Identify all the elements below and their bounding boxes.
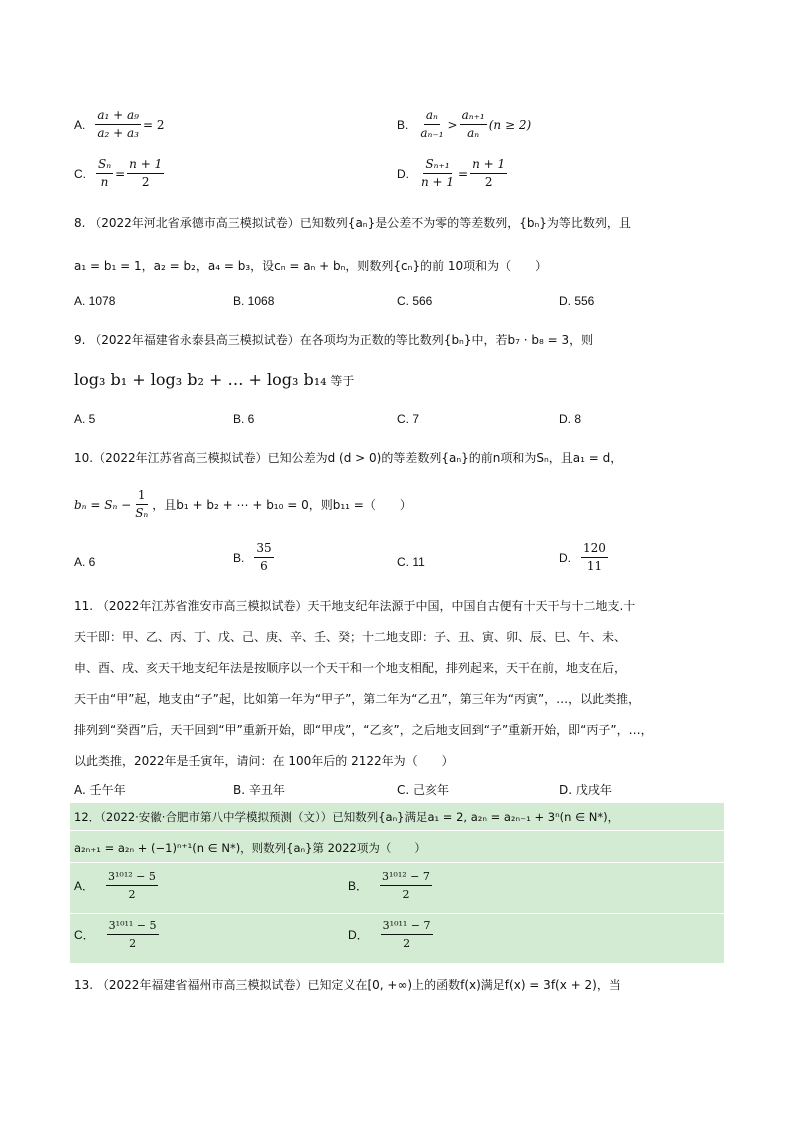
q10-d-den: 11: [586, 559, 603, 573]
q10-line-2: [74, 488, 412, 521]
q12-b-num: 3¹⁰¹² − 7: [380, 869, 432, 886]
q12-d-den: 2: [403, 937, 411, 950]
q10-frac-den: Sₙ: [135, 506, 149, 520]
q9-option-d: D. 8: [559, 412, 582, 426]
q7-c-fraction-1: [96, 157, 113, 190]
q7-b-num1: aₙ: [424, 108, 440, 125]
q13-line-1: 13. （2022年福建省福州市高三模拟试卷）已知定义在[0, +∞)上的函数f(x)满足f(x) = 3f(x + 2)，当: [74, 978, 621, 992]
q7-c-eq: =: [115, 166, 126, 181]
q7-d-den1: n + 1: [421, 175, 455, 189]
q9-option-c: C. 7: [397, 412, 420, 426]
q7-c-num1: Sₙ: [96, 157, 113, 174]
q7-option-c: [74, 157, 166, 190]
q11-line-1: 11. （2022年江苏省淮安市高三模拟试卷）天干地支纪年法源于中国，中国自古便有十天干与十二地支.十: [74, 599, 636, 613]
q11-line-3: 申、酉、戌、亥天干地支纪年法是按顺序以一个天干和一个地支相配，排列起来，天干在前，地支在后，: [74, 661, 627, 675]
q8-option-a: A. 1078: [74, 294, 116, 308]
q9-option-a: A. 5: [74, 412, 96, 426]
q7-option-a-label: A.: [74, 117, 86, 132]
q9-option-b: B. 6: [233, 412, 255, 426]
q11-line-5: 排列到“癸酉”后，天干回到“甲”重新开始，即“甲戌”，“乙亥”，之后地支回到“子”重新开始，即“丙子”，…，: [74, 723, 653, 737]
q12-option-a: [74, 869, 160, 902]
q7-b-den1: aₙ₋₁: [420, 126, 444, 140]
q10-option-c: C. 11: [397, 555, 425, 569]
q10-option-d: [559, 541, 610, 574]
q7-d-fraction-1: [419, 157, 456, 190]
q7-option-b: [397, 108, 531, 141]
q7-c-num2: n + 1: [127, 157, 164, 174]
q12-separator-3: [70, 913, 724, 914]
q12-d-num: 3¹⁰¹¹ − 7: [381, 918, 433, 935]
q7-a-rhs: = 2: [142, 117, 165, 132]
q12-option-a-fraction: [106, 869, 158, 902]
q10-option-d-label: D.: [559, 550, 571, 565]
q10-b-den: 6: [260, 559, 268, 573]
q7-option-d: [397, 157, 509, 190]
q8-line-2: a₁ = b₁ = 1，a₂ = b₂，a₄ = b₃，设cₙ = aₙ + bₙ，则数列{cₙ}的前 10项和为（ ）: [74, 259, 548, 273]
q10-option-d-fraction: [581, 541, 608, 574]
q9-line-2: [74, 370, 354, 389]
q12-option-d-label: D．: [348, 928, 369, 942]
q11-line-2: 天干即：甲、乙、丙、丁、戊、己、庚、辛、壬、癸；十二地支即：子、丑、寅、卯、辰、巳、午、未、: [74, 630, 627, 644]
q11-option-d: D. 戊戌年: [559, 783, 612, 797]
q9-log-expression: log₃ b₁ + log₃ b₂ + … + log₃ b₁₄: [74, 370, 327, 389]
q7-d-den2: 2: [484, 175, 493, 189]
q12-option-b: [348, 869, 434, 902]
q12-a-num: 3¹⁰¹² − 5: [106, 869, 158, 886]
q8-option-c: C. 566: [397, 294, 433, 308]
q12-c-den: 2: [129, 937, 137, 950]
q12-c-num: 3¹⁰¹¹ − 5: [107, 918, 159, 935]
q7-c-den1: n: [100, 175, 109, 189]
q12-option-c: [74, 918, 161, 951]
q7-b-den2: aₙ: [467, 126, 480, 140]
q12-separator-2: [70, 862, 724, 863]
q9-line-1: 9. （2022年福建省永泰县高三模拟试卷）在各项均为正数的等比数列{bₙ}中，若b₇ · b₈ = 3，则: [74, 333, 594, 347]
q11-line-6: 以此类推，2022年是壬寅年，请问：在 100年后的 2122年为（ ）: [74, 754, 454, 768]
q7-d-num2: n + 1: [470, 157, 507, 174]
q7-a-numerator: a₁ + a₉: [95, 108, 141, 125]
q12-a-den: 2: [128, 888, 136, 901]
q7-b-fraction-1: [418, 108, 445, 141]
q7-option-b-label: B.: [397, 117, 409, 132]
q10-option-a: A. 6: [74, 555, 96, 569]
q11-option-c: C. 己亥年: [397, 783, 450, 797]
q12-line-2: a₂ₙ₊₁ = a₂ₙ + (−1)ⁿ⁺¹(n ∈ N*)，则数列{aₙ}第 2022项为（ ）: [74, 841, 426, 855]
q7-b-gt: >: [447, 117, 458, 132]
q12-option-a-label: A．: [74, 879, 95, 893]
q12-line-1: 12．（2022·安徽·合肥市第八中学模拟预测（文））已知数列{aₙ}满足a₁ = 2, a₂ₙ = a₂ₙ₋₁ + 3ⁿ(n ∈ N*)，: [74, 810, 620, 824]
q12-b-den: 2: [402, 888, 410, 901]
q12-option-b-fraction: [380, 869, 432, 902]
q10-fraction: [133, 488, 150, 521]
q7-b-fraction-2: [460, 108, 487, 141]
q11-line-4: 天干由“甲”起，地支由“子”起，比如第一年为“甲子”，第二年为“乙丑”，第三年为“丙寅”，…，以此类推，: [74, 692, 641, 706]
q7-c-den2: 2: [141, 175, 150, 189]
q12-option-d: [348, 918, 435, 951]
q12-option-d-fraction: [381, 918, 433, 951]
q7-a-denominator: a₂ + a₃: [97, 126, 139, 140]
q11-option-a: A. 壬午年: [74, 783, 126, 797]
q10-option-b-fraction: [254, 541, 273, 574]
q11-option-b: B. 辛丑年: [233, 783, 285, 797]
q10-line-2-pre: bₙ = Sₙ −: [74, 497, 132, 512]
q10-line-1: 10.（2022年江苏省高三模拟试卷）已知公差为d (d > 0)的等差数列{aₙ}的前n项和为Sₙ，且a₁ = d，: [74, 451, 623, 465]
q7-d-eq: =: [458, 166, 469, 181]
q12-option-b-label: B．: [348, 879, 369, 893]
q7-option-d-label: D.: [397, 166, 409, 181]
q12-option-c-fraction: [107, 918, 159, 951]
q12-separator-1: [70, 830, 724, 831]
q10-frac-num: 1: [136, 488, 148, 505]
q7-option-c-label: C.: [74, 166, 86, 181]
q7-d-fraction-2: [470, 157, 507, 190]
q7-d-num1: Sₙ₊₁: [423, 157, 451, 174]
q8-line-1: 8. （2022年河北省承德市高三模拟试卷）已知数列{aₙ}是公差不为零的等差数列，{bₙ}为等比数列，且: [74, 216, 631, 230]
q12-option-c-label: C．: [74, 928, 95, 942]
q7-option-a: [74, 108, 164, 141]
q10-d-num: 120: [581, 541, 608, 558]
q8-option-d: D. 556: [559, 294, 595, 308]
q10-option-b-label: B.: [233, 550, 245, 565]
q7-b-num2: aₙ₊₁: [460, 108, 487, 125]
q7-b-condition: (n ≥ 2): [488, 117, 532, 132]
q7-c-fraction-2: [127, 157, 164, 190]
q10-option-b: [233, 541, 276, 574]
q9-line-2-text: 等于: [330, 374, 355, 388]
q8-option-b: B. 1068: [233, 294, 275, 308]
q10-line-2-post: ，且b₁ + b₂ + ⋯ + b₁₀ = 0，则b₁₁ =（ ）: [152, 498, 412, 512]
q10-b-num: 35: [254, 541, 273, 558]
q7-option-a-fraction: [95, 108, 141, 141]
